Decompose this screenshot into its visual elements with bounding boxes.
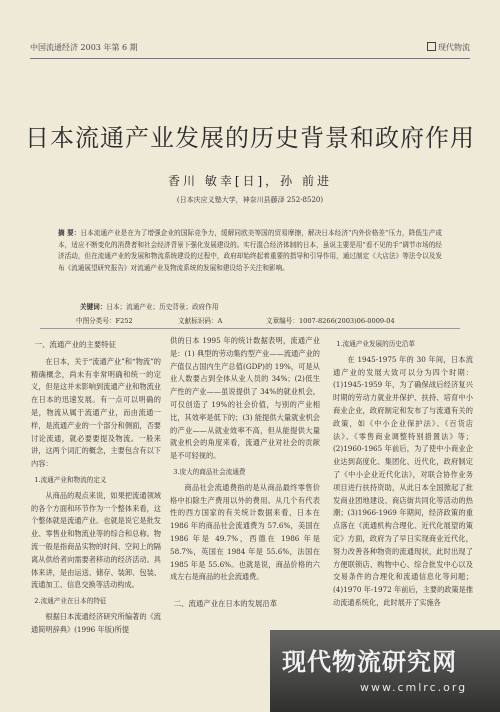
abstract-label: 摘 要：	[58, 229, 81, 237]
body-column-3	[333, 335, 473, 610]
section-label: 现代物流	[438, 43, 470, 52]
article-title: 日本流通产业发展的历史背景和政府作用	[25, 124, 475, 152]
body-paragraph: 在日本，关于“流通产业”和“物流”的精确概念，尚未有非常明确和统一的定义，但是这并未影响到流通产业和物流业在日本的迅速发展。有一点可以明确的是，物流从属于流通产业，而由流通一样，是流通产业的一个部分和侧面，否要讨论流通，就必要要提及物流。一般来讲，这两个词汇的概念，主要包含有以下内容：	[31, 356, 161, 469]
body-paragraph: 根据日本流通经济研究所编著的《流通简明辞典》(1996 年版)所提	[31, 611, 161, 634]
body-column-1	[31, 335, 161, 637]
section-heading: 二、流通产业在日本的发展沿革	[173, 599, 278, 609]
watermark-title: 现代物流研究网	[282, 648, 457, 676]
section-heading: 一、流通产业的主要特征	[34, 340, 116, 349]
body-paragraph: 商品社会流通费指的是从商品最终零售价格中扣除生产费用以外的费用。从几个有代表性的西方国家的有关统计数据来看，日本在 1986 年的商品社会流通费为 57.6%，美国在 1986 年是 49.7%，西德在 1986 年是 58.7%，英国在 1984 年是 55.6%，法国在 1985 年是 55.6%。也就是说，商品价格的六成左右是商品的社会流通费。	[170, 482, 320, 582]
author-affiliation: (日本庆应义塾大学，神奈川县藤泽 252-8520)	[176, 196, 324, 204]
subsection-heading: 1.流通产业和物流的定义	[34, 475, 107, 484]
watermark-url: www.cmlrc.org	[360, 681, 468, 694]
keywords	[80, 301, 218, 311]
body-paragraph: 在 1945-1975 年的 30 年间，日本流通产业的发展大致可以分为四个时期：(1)1945-1959 年，为了确保战后经济复兴时期的劳动力就业并保护、扶持、培育中小商业企业，政府制定和发布了与流通有关的政策，如《中小企业保护法》、《百货店法》、《零售商业调整特别措置法》等；(2)1960-1965 年前后，为了使中小商业企业达到高度化、集团化、近代化，政府制定了《中小企业近代化法》，对联合协作业务项目进行扶持资助，从此日本全国掀起了批发商业团地建设、商店街共同化等活动的热潮；(3)1966-1969 年期间，经济政策的重点落在《流通机构合理化、近代化展望的策定》方面，政府为了早日实现商业近代化，努力改善各种物资的流通现状，此时出现了方便联锁店、购物中心、综合批发中心以及交易条件的合理化和流通信息化等问题；(4)1970 年-1972 年前后，主要的政策是推动流通系统化，此时展开了实施各	[333, 354, 474, 607]
metadata-rule	[40, 328, 460, 329]
abstract-text: 日本流通产业是在为了增强企业的国际竞争力，缓解同欧美等国的贸易摩擦，解决日本经济“内外价格差”压力，降低生产成本，适应不断变化的消费者和社会经济背景下强化发展建设的。实行混合经济体制的日本，虽说主要是用“看不见的手”调节市场的经济活动，但在流通产业的发展和物流系统建设的过程中，政府却始终起着重要的指导和引导作用，通过制定《大店法》等法令以及发布《流通展望研究报告》对流通产业及物流系统的发展和建设给予关注和影响。	[58, 229, 443, 272]
running-header	[30, 40, 470, 56]
checkbox-square-icon	[427, 42, 436, 51]
clc-number: 中图分类号：F252	[76, 317, 133, 325]
subsection-heading: 2.流通产业在日本的特征	[34, 597, 107, 606]
article-number: 文章编号：1007-8266(2003)06-0009-04	[266, 317, 395, 325]
header-rule	[30, 58, 470, 59]
body-column-2	[170, 335, 320, 615]
body-paragraph: 供的日本 1995 年的统计数据表明，流通产业是：(1) 典型的劳动集约型产业——流通产业的产值仅占国内生产总值(GDP)的 19%，可是从业人数要占到全体从业人员的 34%；(2)低生产性的产业——虽说提供了 34%的就业机会，可仅创造了 19%的社会价值，与别的产业相比，其效率是低下的；(3) 能提供大量就业机会的产业——从就业效率不高，但从能提供大量就业机会的角度来看，流通产业对社会的贡献是不可轻视的。	[170, 336, 320, 461]
subsection-heading: 1.流通产业发展的历史沿革	[336, 340, 416, 348]
article-authors: 香川 敏幸[日]，孙 前进	[168, 174, 332, 188]
document-code: 文献标识码：A	[178, 317, 223, 325]
body-paragraph: 从商品的观点来说，如果把流通领域的各个方面和环节作为一个整体来看，这个整体就是流通产业。也就是说它是批发业、零售业和物流业等的综合和总称。物流一般是指商品实物的时间、空间上的隔离从供给者向需要者移动的经济活动。具体来讲，是由运送、储存、装卸、包装、流通加工、信息交换等活动构成。	[31, 490, 161, 590]
section-name	[427, 42, 470, 53]
subsection-heading: 3.庞大的商品社会流通费	[173, 467, 246, 476]
abstract	[58, 228, 442, 274]
keywords-text: 日本；流通产业；历史背景；政府作用	[106, 303, 219, 311]
keywords-label: 关键词：	[80, 303, 107, 311]
journal-issue: 中国流通经济 2003 年第 6 期	[30, 43, 138, 52]
